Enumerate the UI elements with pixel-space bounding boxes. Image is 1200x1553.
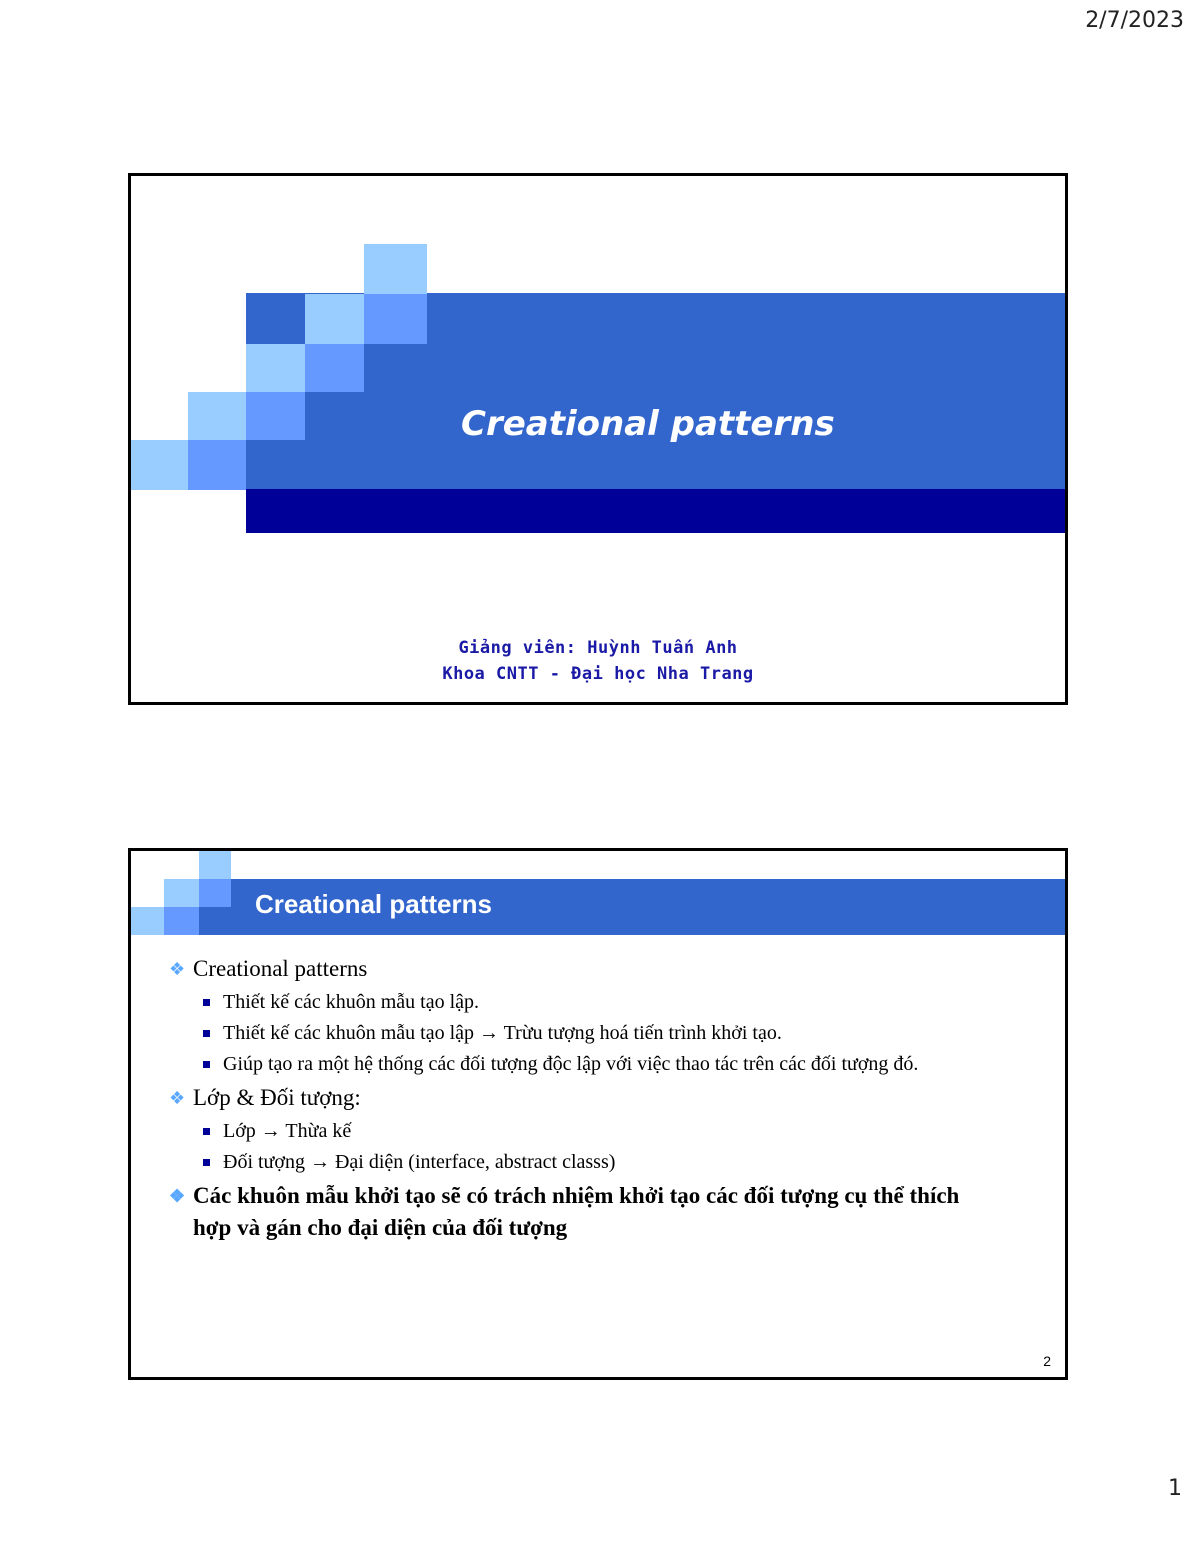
decor-square [164,907,199,935]
decor-square [131,907,164,935]
section-heading: ❖ Các khuôn mẫu khởi tạo sẽ có trách nhiệm khởi tạo các đối tượng cụ thể thích hợp và gán cho đại diện của đối tượng [167,1180,993,1244]
slide-number: 2 [1043,1353,1051,1369]
slide-content [167,953,1027,1244]
slide-2 [128,848,1068,1380]
list-item: Thiết kế các khuôn mẫu tạo lập → Trừu tượng hoá tiến trình khởi tạo. [223,1019,1027,1047]
square-bullet-icon [203,1128,210,1135]
diamond-cluster-icon: ❖ [169,959,186,979]
page-date: 2/7/2023 [1085,8,1184,33]
author-name: Giảng viên: Huỳnh Tuấn Anh [458,638,738,658]
diamond-cluster-icon: ❖ [169,1088,186,1108]
decor-square [305,344,364,392]
decor-square [364,294,427,344]
decor-square [199,879,231,907]
author-organization: Khoa CNTT - Đại học Nha Trang [442,664,754,684]
diamond-cluster-icon: ❖ [169,1186,186,1206]
list-item: Lớp → Thừa kế [223,1117,1027,1145]
decor-square [364,244,427,294]
square-bullet-icon [203,1030,210,1037]
list-item: Đối tượng → Đại diện (interface, abstract classs) [223,1148,1027,1176]
decor-square [188,392,246,440]
slide-1 [128,173,1068,705]
decor-square [305,294,364,344]
list-item: Thiết kế các khuôn mẫu tạo lập. [223,988,1027,1016]
decor-square [246,392,305,440]
dark-accent-bar [246,489,1068,533]
decor-square [131,440,188,490]
square-bullet-icon [203,1159,210,1166]
page-number: 1 [1168,1476,1182,1501]
decor-square [246,344,305,392]
square-bullet-icon [203,1061,210,1068]
decor-square [164,879,199,907]
list-item: Giúp tạo ra một hệ thống các đối tượng độc lập với việc thao tác trên các đối tượng đó. [223,1050,1027,1078]
decor-square [188,440,246,490]
decor-square [199,851,231,879]
section-heading: ❖ Lớp & Đối tượng: [167,1082,1027,1114]
square-bullet-icon [203,999,210,1006]
slide-title: Creational patterns [255,889,492,919]
slide-title: Creational patterns [461,404,835,444]
section-heading: ❖ Creational patterns [167,953,1027,985]
